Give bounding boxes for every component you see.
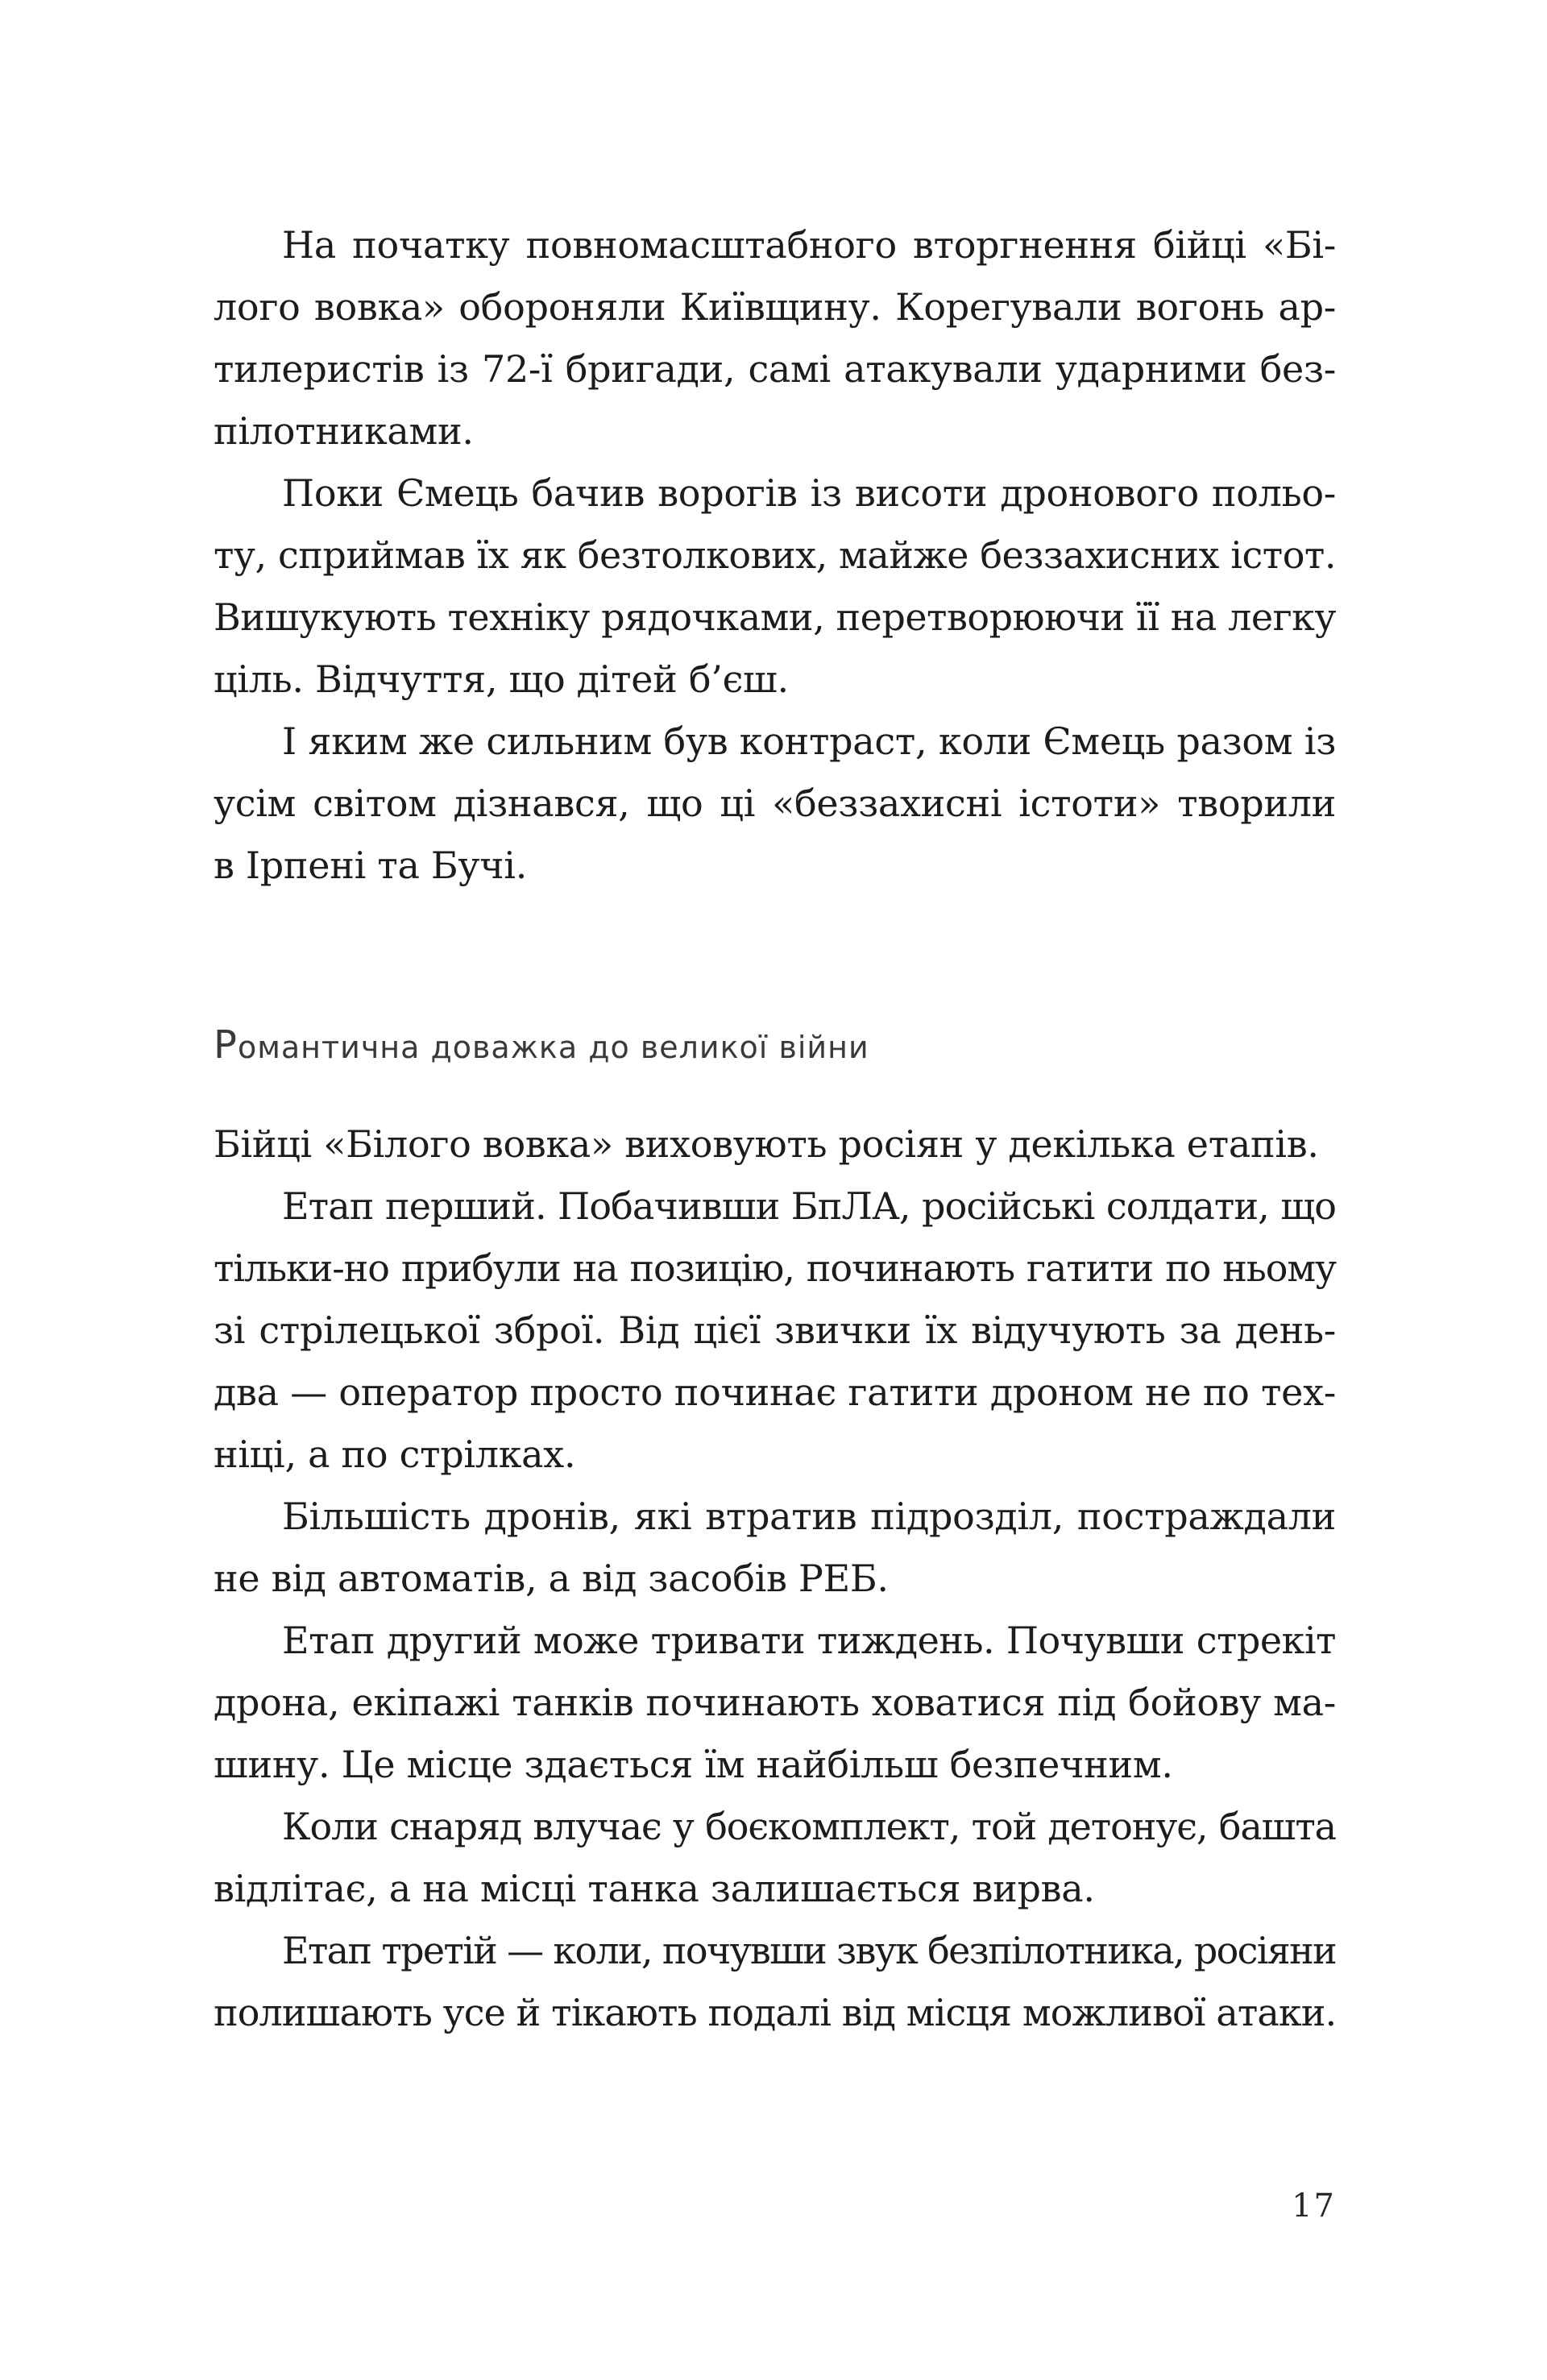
text-line: тільки-но прибули на позицію, починають гатити по ньому <box>214 1246 1336 1290</box>
text-line: полишають усе й тікають подалі від місця можливої атаки. <box>214 1991 1337 2034</box>
text-line: шину. Це місце здається їм найбільш безпечним. <box>214 1743 1173 1786</box>
text-line: ніці, а по стрілках. <box>214 1433 576 1476</box>
intro-text <box>214 214 1336 897</box>
text-line: Більшість дронів, які втратив підрозділ, постраждали <box>282 1495 1336 1538</box>
text-line: зі стрілецької зброї. Від цієї звички їх відучують за день- <box>214 1308 1336 1352</box>
text-line: Етап перший. Побачивши БпЛА, російські солдати, що <box>282 1184 1336 1228</box>
text-line: тилеристів із 72-ї бригади, самі атакували ударними без- <box>214 347 1336 391</box>
text-line: Етап другий може тривати тиждень. Почувши стрекіт <box>282 1619 1336 1662</box>
text-line: Вишукують техніку рядочками, перетворюючи її на легку <box>214 595 1336 639</box>
section-heading-initial: Р <box>214 1022 238 1068</box>
text-line: в Ірпені та Бучі. <box>214 844 528 887</box>
text-line: Етап третій — коли, почувши звук безпілотника, росіяни <box>282 1929 1336 1972</box>
text-line: дрона, екіпажі танків починають ховатися під бойову ма- <box>214 1681 1336 1724</box>
section-text <box>214 1113 1336 2044</box>
section-heading-rest: омантична доважка до великої війни <box>237 1030 869 1065</box>
text-line: відлітає, а на місці танка залишається вирва. <box>214 1867 1095 1910</box>
section-heading <box>214 1017 1336 1076</box>
text-line: не від автоматів, а від засобів РЕБ. <box>214 1557 889 1600</box>
text-line: лого вовка» обороняли Київщину. Корегували вогонь ар- <box>214 285 1336 329</box>
text-line: усім світом дізнався, що ці «беззахисні істоти» творили <box>214 782 1336 825</box>
text-line: На початку повномасштабного вторгнення бійці «Бі- <box>282 223 1336 267</box>
page-number: 17 <box>1292 2187 1336 2225</box>
text-line: Бійці «Білого вовка» виховують росіян у декілька етапів. <box>214 1122 1319 1166</box>
text-line: ціль. Відчуття, що дітей б’єш. <box>214 657 789 701</box>
text-line: два — оператор просто починає гатити дроном не по тех- <box>214 1370 1336 1414</box>
text-line: Поки Ємець бачив ворогів із висоти дронового польо- <box>282 471 1336 515</box>
text-line: пілотниками. <box>214 409 474 453</box>
text-line: Коли снаряд влучає у боєкомплект, той детонує, башта <box>282 1805 1336 1848</box>
text-line: ту, сприймав їх як безтолкових, майже беззахисних істот. <box>214 533 1336 577</box>
text-line: І яким же сильним був контраст, коли Ємець разом із <box>282 719 1336 763</box>
